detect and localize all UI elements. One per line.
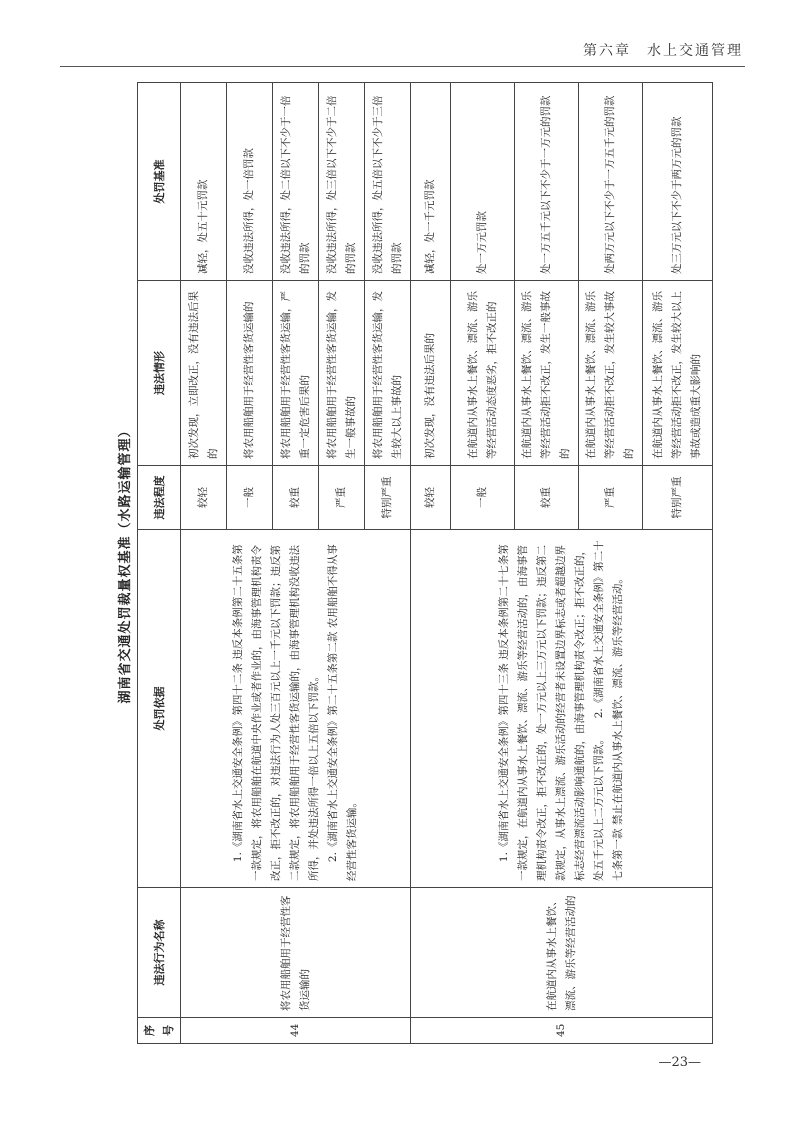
standard-cell: 没收违法所得，处三倍以下不少于二倍的罚款: [319, 83, 365, 281]
header-standard: 处罚基准: [138, 83, 181, 281]
standard-cell: 减轻，处五十元罚款: [181, 83, 227, 281]
penalty-table: [137, 82, 713, 1044]
situation-cell: 将农用船舶用于经营性客货运输，严重一定危害后果的: [273, 281, 319, 466]
basis-paragraph: 1.《湖南省水上交通安全条例》第四十三条 违反本条例第二十七条第一款规定，在航道内从事水上餐饮、漂流、游乐等经营活动的，由海事管理机构责令改正，拒不改正的，处一万元以上三万元以下罚款；违反第二款规定，从事水上漂流、游乐活动的经营者未设置边界标志或者超越边界标志经营漂流活动影响通航的，由海事管理机构责令改正；拒不改正的，处五千元以上二万元以下罚款。 2.《湖南省水上交通安全条例》第二十七条第一款 禁止在航道内从事水上餐饮、漂流、游乐等经营活动。: [498, 540, 624, 881]
standard-cell: 处一万五千元以下不少于一万元的罚款: [515, 83, 579, 281]
row-act-name: 在航道内从事水上餐饮、漂流、游乐等经营活动的: [411, 888, 713, 1018]
table-row: [181, 83, 227, 1044]
degree-cell: 较轻: [181, 466, 227, 530]
degree-cell: 较重: [515, 466, 579, 530]
standard-cell: 没收违法所得，处一倍罚款: [227, 83, 273, 281]
standard-cell: 处一万元罚款: [451, 83, 515, 281]
row-act-name: 将农用船舶用于经营性客货运输的: [181, 888, 411, 1018]
basis-paragraph: 1.《湖南省水上交通安全条例》第四十二条 违反本条例第二十五条第一款规定，将农用船舶在航道中央作业或者作业的，由海事管理机构责令改正，拒不改正的，对违法行为人处三百元以上一千元以下罚款；违反第二款规定，将农用船舶用于经营性客货运输的，由海事管理机构没收违法所得，并处违法所得一倍以上五倍以下罚款。: [232, 544, 320, 881]
header-seq: 序号: [138, 1018, 181, 1044]
header-situation: 违法情形: [138, 281, 181, 466]
table-header-row: [138, 83, 181, 1044]
standard-cell: 减轻，处一千元罚款: [411, 83, 451, 281]
degree-cell: 特别严重: [365, 466, 411, 530]
standard-cell: 处三万元以下不少于两万元的罚款: [643, 83, 713, 281]
header-divider: [60, 66, 745, 67]
header-act: 违法行为名称: [138, 888, 181, 1018]
degree-cell: 较轻: [411, 466, 451, 530]
standard-cell: 处两万元以下不少于一万五千元的罚款: [579, 83, 643, 281]
rotated-page-content: [115, 83, 702, 1044]
situation-cell: 初次发现，没有违法后果的: [411, 281, 451, 466]
degree-cell: 严重: [579, 466, 643, 530]
situation-cell: 将农用船舶用于经营性客货运输的: [227, 281, 273, 466]
degree-cell: 较重: [273, 466, 319, 530]
situation-cell: 初次发现，立即改正，没有违法后果的: [181, 281, 227, 466]
standard-cell: 没收违法所得，处二倍以下不少于一倍的罚款: [273, 83, 319, 281]
document-title: 湖南省交通处罚裁量权基准（水路运输管理）: [118, 423, 133, 704]
rotated-table-block: [115, 83, 702, 1044]
degree-cell: 一般: [451, 466, 515, 530]
situation-cell: 在航道内从事水上餐饮、漂流、游乐等经营活动拒不改正，发生较大事故的: [579, 281, 643, 466]
row-seq: 45: [411, 1018, 713, 1044]
page-number: —23—: [658, 1055, 701, 1070]
degree-cell: 严重: [319, 466, 365, 530]
situation-cell: 在航道内从事水上餐饮、漂流、游乐等经营活动态度恶劣，拒不改正的: [451, 281, 515, 466]
row-basis: [181, 530, 411, 888]
chapter-header: 第六章 水上交通管理: [583, 43, 743, 59]
situation-cell: 将农用船舶用于经营性客货运输，发生较大以上事故的: [365, 281, 411, 466]
row-basis: [411, 530, 713, 888]
row-seq: 44: [181, 1018, 411, 1044]
standard-cell: 没收违法所得，处五倍以下不少于三倍的罚款: [365, 83, 411, 281]
situation-cell: 在航道内从事水上餐饮、漂流、游乐等经营活动拒不改正，发生较大以上事故或造成重大影响的: [643, 281, 713, 466]
degree-cell: 特别严重: [643, 466, 713, 530]
situation-cell: 将农用船舶用于经营性客货运输，发生一般事故的: [319, 281, 365, 466]
situation-cell: 在航道内从事水上餐饮、漂流、游乐等经营活动拒不改正，发生一般事故的: [515, 281, 579, 466]
header-degree: 违法程度: [138, 466, 181, 530]
header-basis: 处罚依据: [138, 530, 181, 888]
table-row: [411, 83, 451, 1044]
degree-cell: 一般: [227, 466, 273, 530]
basis-paragraph: 2.《湖南省水上交通安全条例》第二十五条第二款 农用船舶不得从事经营性客货运输。: [327, 544, 358, 881]
